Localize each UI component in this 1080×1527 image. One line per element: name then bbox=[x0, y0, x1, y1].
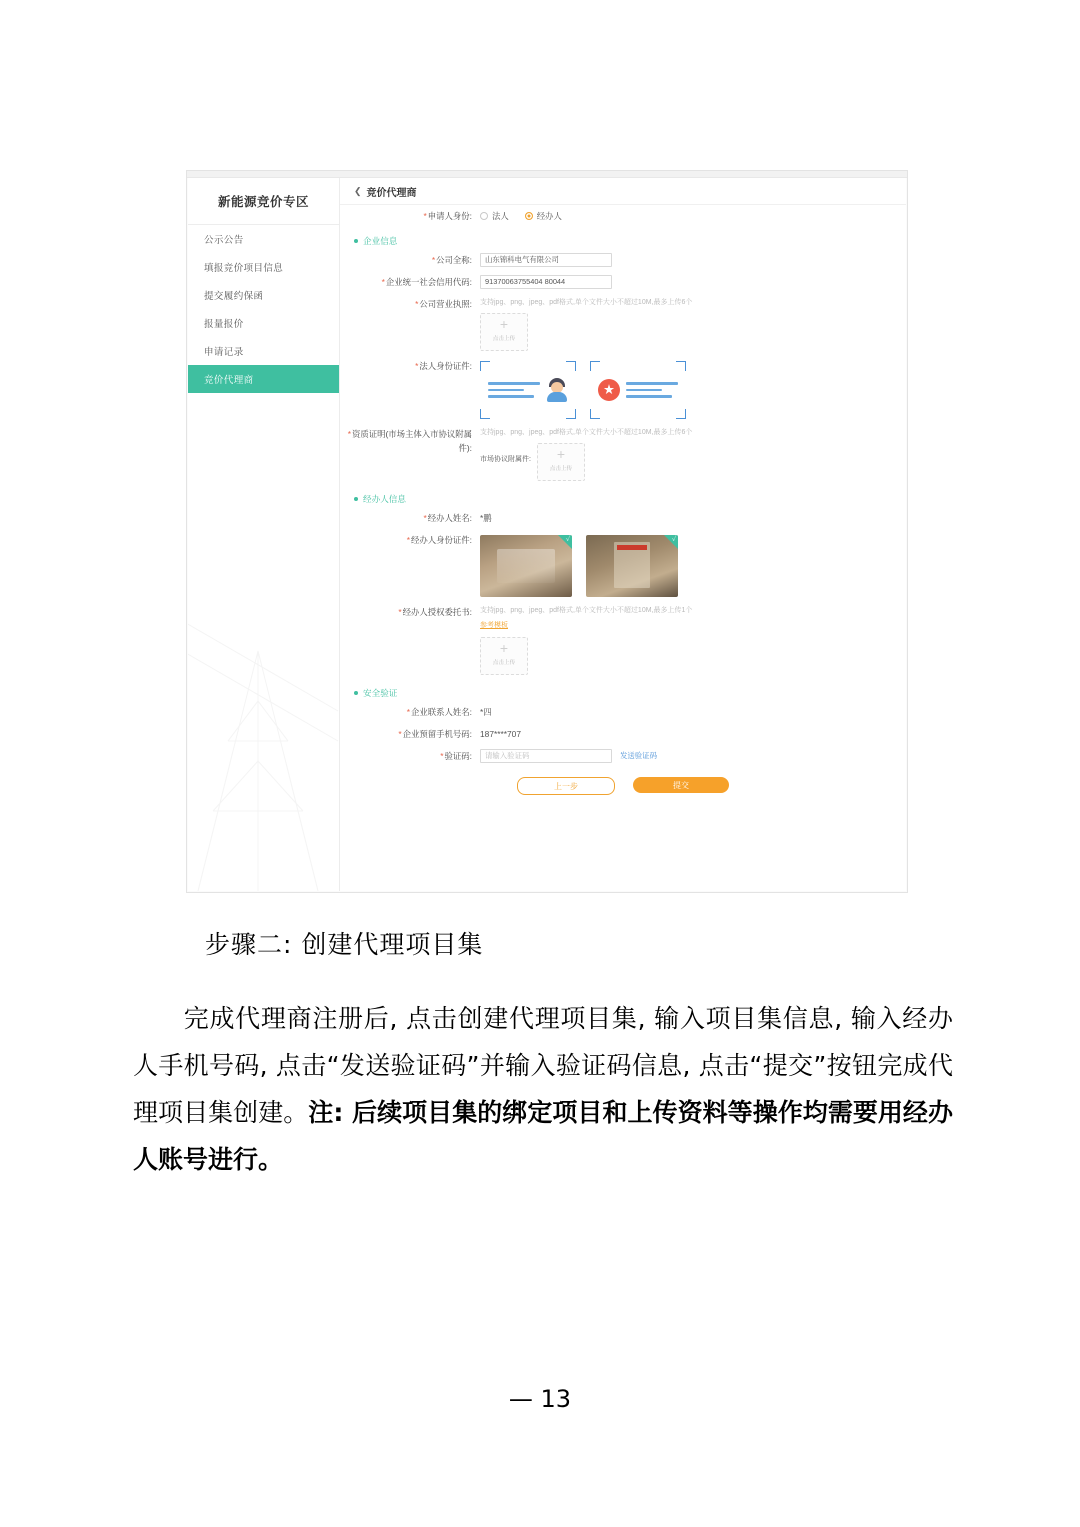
required-star: * bbox=[423, 513, 427, 523]
corner-icon bbox=[480, 361, 490, 371]
required-star: * bbox=[406, 707, 411, 717]
sidebar-item-submit-guarantee[interactable] bbox=[188, 281, 339, 309]
sec-contact-value: *四 bbox=[480, 707, 492, 717]
business-license-upload-button[interactable] bbox=[480, 313, 528, 351]
sec-contact-row bbox=[340, 701, 906, 723]
credit-code-row bbox=[340, 271, 906, 293]
business-license-control bbox=[480, 297, 906, 351]
corner-icon bbox=[590, 361, 600, 371]
radio-legal-person[interactable] bbox=[480, 209, 509, 223]
sidebar-item-label: 提交履约保函 bbox=[204, 291, 264, 302]
agent-name-row bbox=[340, 507, 906, 529]
corner-icon bbox=[676, 409, 686, 419]
paragraph-note-bold: 注: 后续项目集的绑定项目和上传资料等操作均需要用经办人账号进行。 bbox=[133, 1098, 953, 1174]
corner-icon bbox=[566, 409, 576, 419]
sidebar-item-label: 竞价代理商 bbox=[204, 375, 254, 386]
required-star: * bbox=[381, 277, 385, 287]
send-code-button[interactable]: 发送验证码 bbox=[620, 751, 657, 760]
credit-code-input[interactable]: 91370063755404 80044 bbox=[480, 275, 612, 289]
corner-icon bbox=[676, 361, 686, 371]
section-enterprise-info: 企业信息 bbox=[354, 235, 906, 247]
id-card-back-capture[interactable] bbox=[590, 361, 686, 419]
business-license-row bbox=[340, 293, 906, 355]
legal-id-control bbox=[480, 359, 906, 419]
step-heading: 步骤二: 创建代理项目集 bbox=[205, 930, 484, 959]
screenshot-figure bbox=[186, 170, 908, 893]
authorization-upload-button[interactable] bbox=[480, 637, 528, 675]
credit-code-control bbox=[480, 275, 906, 289]
upload-label: 点击上传 bbox=[492, 336, 516, 342]
agent-id-row bbox=[340, 529, 906, 601]
qualification-upload-button[interactable] bbox=[537, 443, 585, 481]
sidebar-item-label: 申请记录 bbox=[204, 347, 244, 358]
check-icon: ✓ bbox=[565, 535, 571, 543]
qualification-sub-label: 市场协议附属件: bbox=[480, 456, 531, 463]
page-number: — 13 bbox=[508, 1385, 572, 1413]
figure-top-bar bbox=[187, 171, 907, 178]
section-dot-icon bbox=[354, 239, 358, 243]
captcha-label: *验证码: bbox=[440, 751, 472, 761]
paragraph-text: 完成代理商注册后, 点击创建代理项目集, 输入项目集信息, 输入经办人手机号码, 点击“发送验证码”并输入验证码信息, 点击“提交”按钮完成代理项目集创建。 bbox=[133, 1004, 953, 1127]
sidebar-title: 新能源竞价专区 bbox=[188, 178, 339, 225]
sidebar-item-label: 公示公告 bbox=[204, 235, 244, 246]
agent-id-photo-back[interactable] bbox=[586, 535, 678, 597]
previous-step-button[interactable]: 上一步 bbox=[517, 777, 615, 795]
panel-title: 竞价代理商 bbox=[366, 187, 417, 199]
identity-row bbox=[340, 205, 906, 227]
agent-id-control bbox=[480, 533, 906, 597]
radio-label: 法人 bbox=[492, 211, 509, 221]
qualification-row bbox=[340, 423, 906, 485]
captcha-control bbox=[480, 749, 906, 763]
id-portrait-icon bbox=[546, 378, 568, 402]
radio-bullet-icon bbox=[525, 212, 533, 220]
radio-label: 经办人 bbox=[536, 211, 562, 221]
id-text-lines-icon bbox=[488, 382, 540, 398]
agent-name-label: *经办人姓名: bbox=[423, 513, 472, 523]
required-star: * bbox=[431, 255, 436, 265]
required-star: * bbox=[415, 299, 419, 309]
captcha-input[interactable]: 请输入验证码 bbox=[480, 749, 612, 763]
company-name-label: *公司全称: bbox=[431, 255, 472, 265]
sidebar-item-label: 填报竞价项目信息 bbox=[204, 263, 284, 274]
sec-contact-label: *企业联系人姓名: bbox=[406, 707, 472, 717]
company-name-control bbox=[480, 253, 906, 267]
section-dot-icon bbox=[354, 497, 358, 501]
section-dot-icon bbox=[354, 691, 358, 695]
authorization-row bbox=[340, 601, 906, 679]
agent-name-value: *鹏 bbox=[480, 513, 492, 523]
authorization-label: *经办人授权委托书: bbox=[398, 607, 472, 617]
required-star: * bbox=[440, 751, 444, 761]
app-sidebar bbox=[188, 178, 340, 891]
authorization-control bbox=[480, 605, 906, 675]
upload-label: 点击上传 bbox=[492, 660, 516, 666]
sidebar-item-application-records[interactable] bbox=[188, 337, 339, 365]
template-link[interactable]: 参考模板 bbox=[480, 622, 508, 629]
upload-label: 点击上传 bbox=[549, 466, 573, 472]
qualification-label: *资质证明(市场主体入市协议附属件): bbox=[347, 429, 472, 453]
corner-icon bbox=[590, 409, 600, 419]
qualification-hint: 支持jpg、png、jpeg、pdf格式,单个文件大小不超过10M,最多上传6个 bbox=[480, 429, 693, 436]
business-license-hint: 支持jpg、png、jpeg、pdf格式,单个文件大小不超过10M,最多上传6个 bbox=[480, 299, 693, 306]
id-card-front-capture[interactable] bbox=[480, 361, 576, 419]
sec-phone-value: 187****707 bbox=[480, 729, 521, 739]
credit-code-label: *企业统一社会信用代码: bbox=[381, 277, 472, 287]
section-security-verification: 安全验证 bbox=[354, 687, 906, 699]
qualification-control bbox=[480, 427, 906, 481]
corner-icon bbox=[480, 409, 490, 419]
plus-icon: + bbox=[556, 446, 566, 462]
form-action-buttons bbox=[340, 777, 906, 805]
id-text-lines-icon bbox=[626, 382, 678, 398]
authorization-hint: 支持jpg、png、jpeg、pdf格式,单个文件大小不超过10M,最多上传1个 bbox=[480, 607, 693, 614]
sec-phone-label: *企业预留手机号码: bbox=[398, 729, 472, 739]
required-star: * bbox=[347, 429, 351, 439]
sec-phone-row bbox=[340, 723, 906, 745]
required-star: * bbox=[406, 535, 411, 545]
panel-header bbox=[340, 178, 906, 205]
identity-control bbox=[480, 209, 906, 223]
legal-id-row bbox=[340, 355, 906, 423]
submit-button[interactable]: 提交 bbox=[633, 777, 729, 793]
corner-icon bbox=[566, 361, 576, 371]
company-name-row bbox=[340, 249, 906, 271]
section-agent-info: 经办人信息 bbox=[354, 493, 906, 505]
required-star: * bbox=[423, 211, 427, 221]
identity-label: *申请人身份: bbox=[423, 211, 472, 221]
plus-icon: + bbox=[499, 316, 509, 332]
sidebar-item-quantity-price[interactable] bbox=[188, 309, 339, 337]
body-paragraph bbox=[133, 995, 953, 1183]
company-name-input[interactable]: 山东锦科电气有限公司 bbox=[480, 253, 612, 267]
legal-id-label: *法人身份证件: bbox=[415, 361, 472, 371]
plus-icon: + bbox=[499, 640, 509, 656]
app-main-panel bbox=[340, 178, 906, 891]
sidebar-item-bidding-agent[interactable] bbox=[188, 365, 339, 393]
back-chevron-icon[interactable]: ❮ bbox=[354, 185, 362, 196]
agent-id-photo-front[interactable] bbox=[480, 535, 572, 597]
national-emblem-icon: ★ bbox=[598, 379, 620, 401]
radio-agent-person[interactable] bbox=[525, 209, 562, 223]
sidebar-item-fill-project-info[interactable] bbox=[188, 253, 339, 281]
captcha-row bbox=[340, 745, 906, 767]
required-star: * bbox=[398, 729, 402, 739]
power-tower-watermark bbox=[188, 591, 340, 891]
check-icon: ✓ bbox=[671, 535, 677, 543]
business-license-label: *公司营业执照: bbox=[415, 299, 472, 309]
sidebar-item-label: 报量报价 bbox=[204, 319, 244, 330]
required-star: * bbox=[398, 607, 402, 617]
sidebar-item-notice[interactable] bbox=[188, 225, 339, 253]
radio-bullet-icon bbox=[480, 212, 488, 220]
agent-id-label: *经办人身份证件: bbox=[406, 535, 472, 545]
required-star: * bbox=[415, 361, 419, 371]
